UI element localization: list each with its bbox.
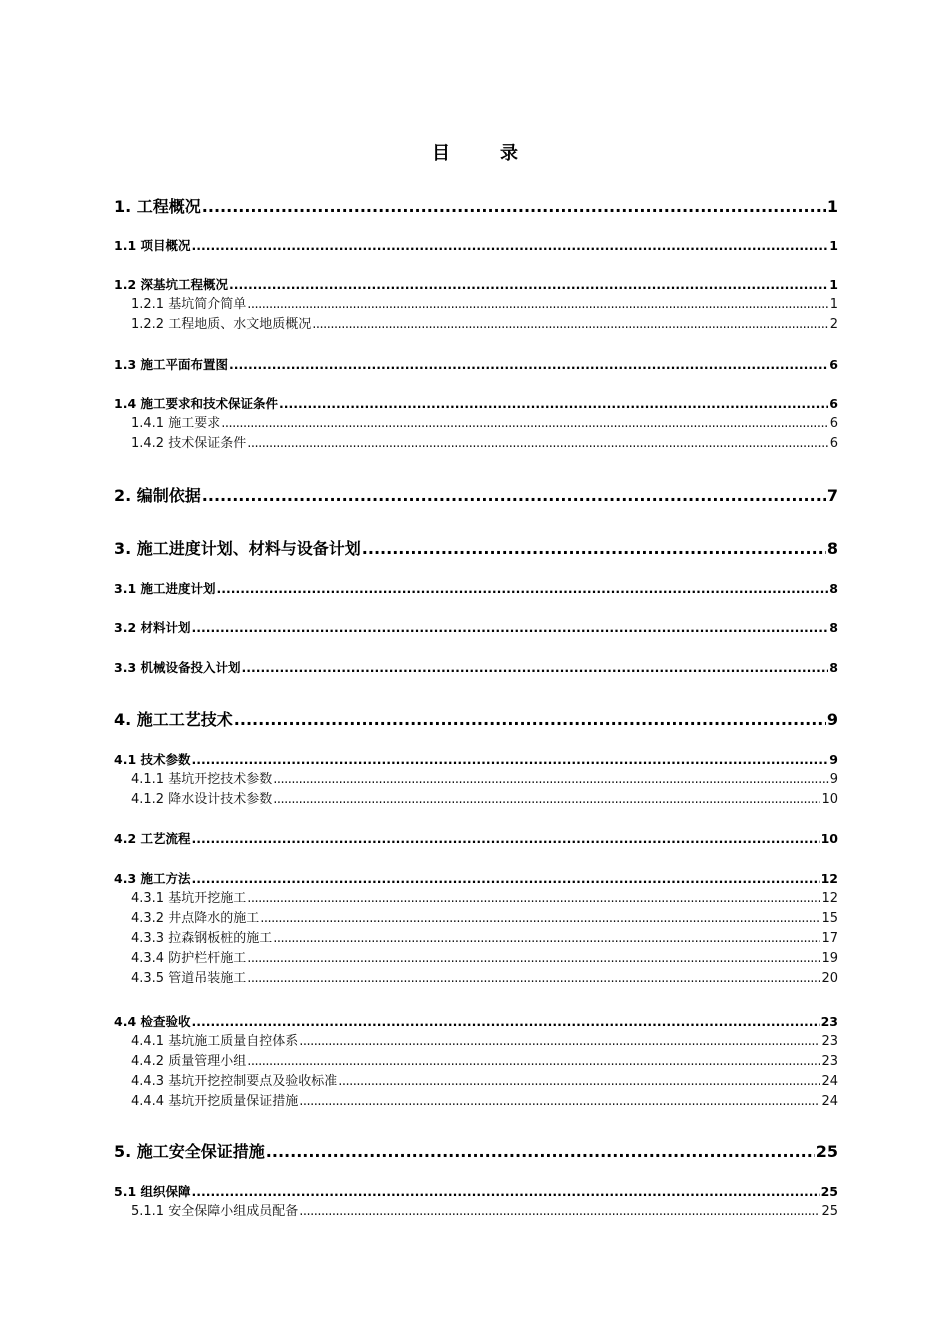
toc-dot-leader [221,415,829,433]
toc-page-number: 12 [820,871,838,886]
toc-page-number: 7 [826,486,838,505]
toc-page-number: 15 [821,911,838,926]
toc-entry[interactable] [114,791,838,809]
toc-page-number: 23 [820,1014,838,1029]
toc-entry-title: 4.2 工艺流程 [114,831,191,846]
toc-dot-leader [192,1183,820,1201]
toc-entry-title: 1.2.2 工程地质、水文地质概况 [131,317,312,332]
toc-dot-leader [362,538,826,560]
toc-entry[interactable] [114,1203,838,1221]
toc-entry[interactable] [114,1053,838,1071]
toc-page-number: 10 [820,831,838,846]
toc-entry-title: 4.3.4 防护栏杆施工 [131,951,247,966]
toc-entry-title: 5.1 组织保障 [114,1184,191,1199]
toc-entry-title: 5.1.1 安全保障小组成员配备 [131,1204,299,1219]
toc-entry-title: 1.2.1 基坑简介简单 [131,297,247,312]
toc-dot-leader [273,791,820,809]
toc-entry[interactable] [114,356,838,374]
toc-entry-title: 1.4.1 施工要求 [131,416,221,431]
toc-dot-leader [260,910,820,928]
toc-dot-leader [266,1141,815,1163]
toc-dot-leader [202,196,826,218]
toc-entry-title: 3.1 施工进度计划 [114,581,216,596]
toc-entry-title: 4.3.1 基坑开挖施工 [131,891,247,906]
toc-entry[interactable] [114,395,838,413]
toc-dot-leader [247,950,820,968]
toc-entry[interactable] [114,619,838,637]
toc-page-number: 25 [821,1204,838,1219]
toc-entry[interactable] [114,415,838,433]
toc-page-number: 1 [826,197,838,216]
toc-dot-leader [299,1033,820,1051]
toc-entry-title: 4.3.5 管道吊装施工 [131,971,247,986]
toc-dot-leader [273,771,829,789]
toc-entry-title: 4.4.3 基坑开挖控制要点及验收标准 [131,1074,338,1089]
toc-entry[interactable] [114,580,838,598]
toc-entry[interactable] [114,1141,838,1163]
toc-page-number: 9 [829,752,838,767]
toc-page-number: 9 [826,710,838,729]
toc-entry[interactable] [114,316,838,334]
toc-entry[interactable] [114,870,838,888]
toc-dot-leader [312,316,829,334]
toc-entry[interactable] [114,1093,838,1111]
toc-dot-leader [202,485,826,507]
toc-entry[interactable] [114,485,838,507]
toc-dot-leader [247,890,820,908]
toc-entry[interactable] [114,1033,838,1051]
toc-entry[interactable] [114,751,838,769]
toc-page-number: 2 [829,317,838,332]
toc-entry-title: 4.3.2 井点降水的施工 [131,911,260,926]
toc-entry-title: 4.4 检查验收 [114,1014,191,1029]
toc-page-number: 1 [829,297,838,312]
toc-entry-title: 4.3.3 拉森钢板桩的施工 [131,931,273,946]
toc-dot-leader [234,709,826,731]
toc-entry-title: 4.4.4 基坑开挖质量保证措施 [131,1094,299,1109]
toc-entry-title: 2. 编制依据 [114,486,201,505]
toc-entry[interactable] [114,237,838,255]
toc-page-number: 23 [821,1034,838,1049]
toc-dot-leader [247,970,820,988]
toc-entry-title: 4. 施工工艺技术 [114,710,233,729]
toc-page-number: 8 [829,620,838,635]
toc-dot-leader [247,435,829,453]
toc-entry-title: 3. 施工进度计划、材料与设备计划 [114,539,361,558]
toc-entry-title: 1. 工程概况 [114,197,201,216]
toc-page-number: 19 [821,951,838,966]
toc-dot-leader [242,659,829,677]
toc-dot-leader [192,237,829,255]
toc-dot-leader [338,1073,820,1091]
toc-entry[interactable] [114,538,838,560]
toc-dot-leader [192,1013,820,1031]
toc-dot-leader [229,356,828,374]
toc-entry[interactable] [114,1013,838,1031]
toc-page-number: 9 [829,772,838,787]
toc-entry[interactable] [114,659,838,677]
toc-page-number: 17 [821,931,838,946]
toc-entry-title: 5. 施工安全保证措施 [114,1142,265,1161]
toc-entry-title: 1.1 项目概况 [114,238,191,253]
toc-entry[interactable] [114,1183,838,1201]
toc-entry-title: 4.3 施工方法 [114,871,191,886]
page-title: 目 录 [432,143,534,164]
toc-entry[interactable] [114,910,838,928]
toc-page-number: 23 [821,1054,838,1069]
toc-page-number: 25 [815,1142,838,1161]
toc-entry[interactable] [114,950,838,968]
toc-page-number: 8 [829,581,838,596]
toc-page-number: 20 [821,971,838,986]
toc-page-number: 8 [829,660,838,675]
toc-page-number: 12 [821,891,838,906]
toc-page-number: 10 [821,792,838,807]
toc-entry[interactable] [114,1073,838,1091]
toc-entry[interactable] [114,296,838,314]
toc-entry-title: 4.4.1 基坑施工质量自控体系 [131,1034,299,1049]
toc-page-number: 8 [826,539,838,558]
toc-page-number: 1 [829,238,838,253]
toc-entry[interactable] [114,970,838,988]
toc-page-number: 6 [829,436,838,451]
toc-entry[interactable] [114,890,838,908]
toc-dot-leader [192,751,829,769]
toc-dot-leader [273,930,820,948]
toc-entry-title: 1.3 施工平面布置图 [114,357,228,372]
toc-entry-title: 4.1.1 基坑开挖技术参数 [131,772,273,787]
toc-entry[interactable] [114,709,838,731]
toc-dot-leader [192,870,820,888]
toc-page-number: 6 [829,357,838,372]
toc-dot-leader [299,1093,820,1111]
toc-page-number: 1 [829,277,838,292]
toc-dot-leader [247,296,829,314]
toc-entry[interactable] [114,930,838,948]
toc-page-number: 25 [820,1184,838,1199]
toc-entry-title: 4.4.2 质量管理小组 [131,1054,247,1069]
toc-dot-leader [279,395,828,413]
toc-dot-leader [229,276,828,294]
toc-entry-title: 1.4 施工要求和技术保证条件 [114,396,278,411]
toc-dot-leader [192,619,829,637]
toc-entry[interactable] [114,830,838,848]
toc-entry-title: 1.4.2 技术保证条件 [131,436,247,451]
toc-entry-title: 4.1.2 降水设计技术参数 [131,792,273,807]
toc-entry-title: 1.2 深基坑工程概况 [114,277,228,292]
toc-entry[interactable] [114,196,838,218]
toc-entry[interactable] [114,276,838,294]
toc-entry-title: 4.1 技术参数 [114,752,191,767]
toc-dot-leader [217,580,829,598]
toc-entry-title: 3.3 机械设备投入计划 [114,660,241,675]
toc-page-number: 6 [829,396,838,411]
toc-entry-title: 3.2 材料计划 [114,620,191,635]
toc-page-number: 24 [821,1094,838,1109]
toc-entry[interactable] [114,435,838,453]
toc-dot-leader [299,1203,820,1221]
toc-page-number: 24 [821,1074,838,1089]
toc-dot-leader [192,830,820,848]
toc-page-number: 6 [829,416,838,431]
toc-entry[interactable] [114,771,838,789]
toc-dot-leader [247,1053,820,1071]
